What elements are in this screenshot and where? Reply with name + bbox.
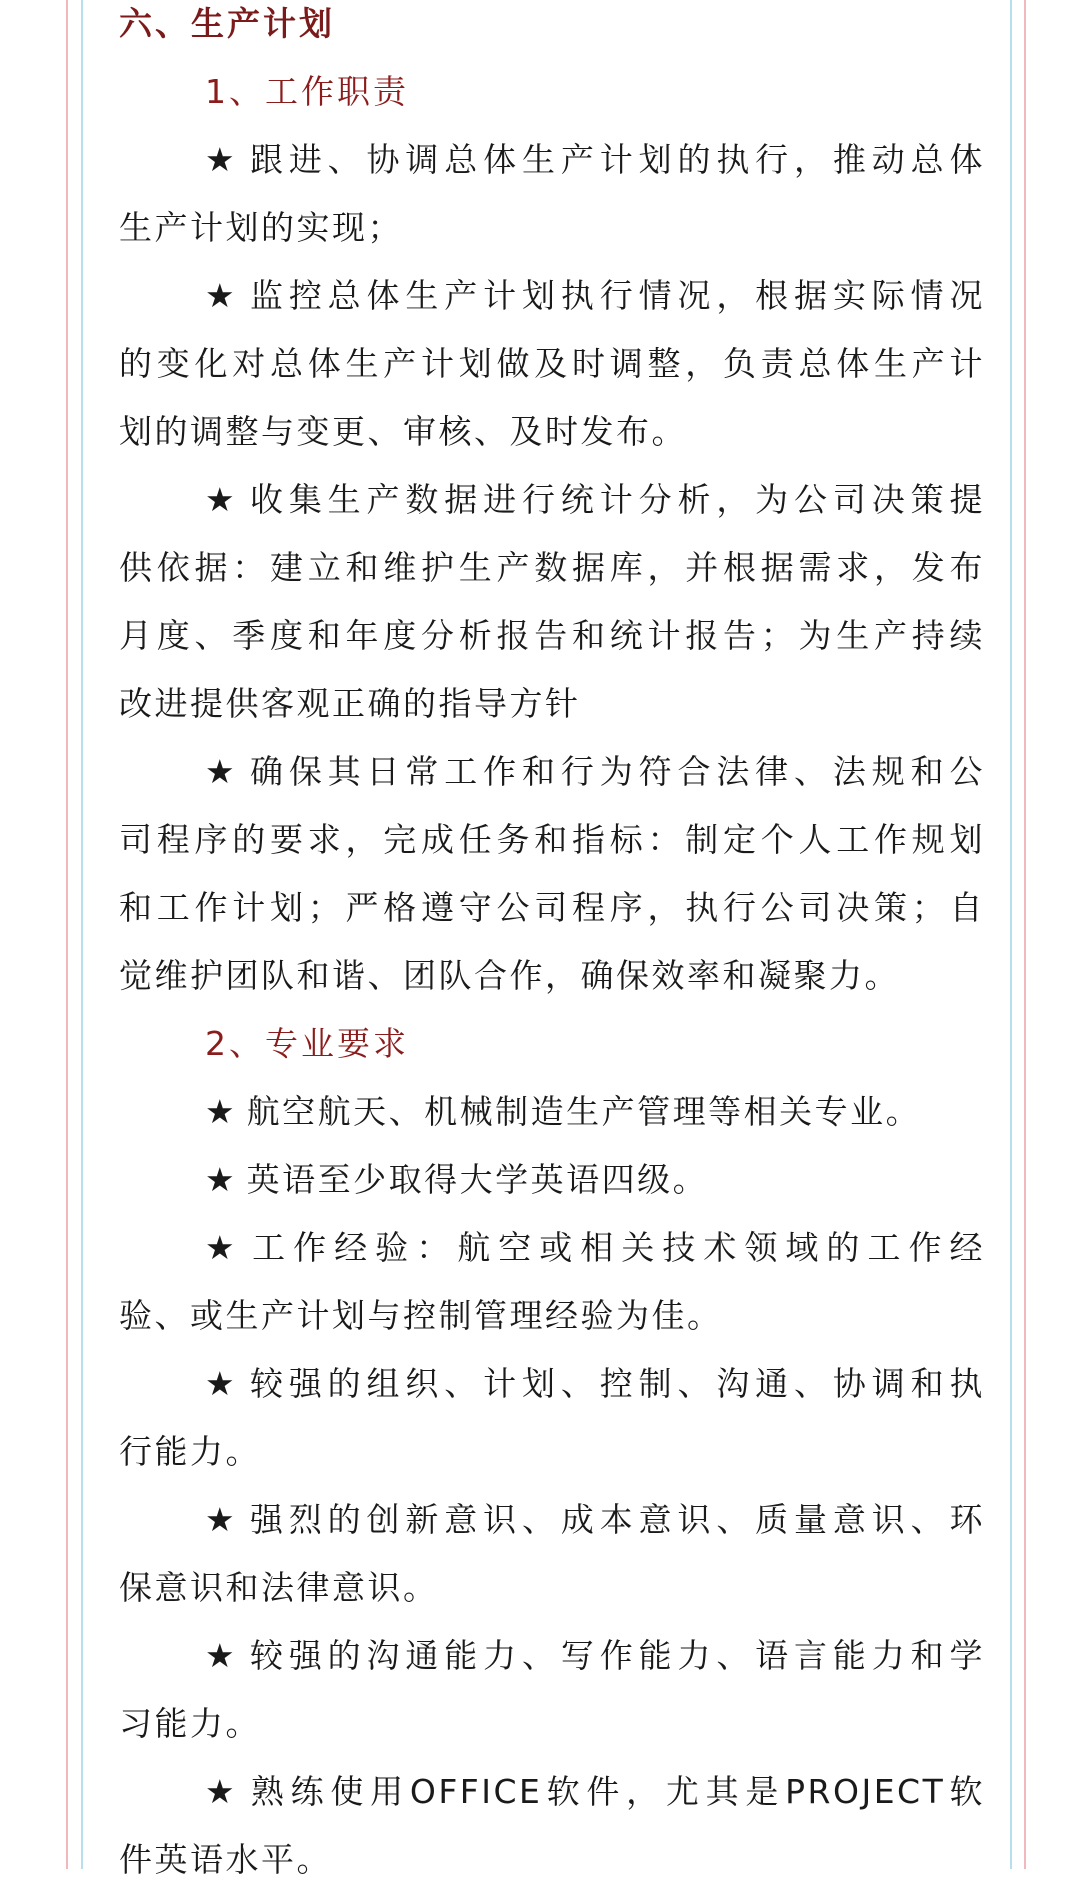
responsibilities-heading: 1、工作职责 — [205, 72, 409, 111]
star-bullet-icon: ★ — [205, 1364, 235, 1403]
responsibility-item-4-line-2: 司程序的要求，完成任务和指标：制定个人工作规划 — [119, 820, 985, 859]
requirement-item-3-line-1: ★ 工作经验：航空或相关技术领域的工作经 — [119, 1214, 985, 1282]
responsibility-item-4-line-4: 觉维护团队和谐、团队合作，确保效率和凝聚力。 — [119, 956, 900, 995]
requirement-item-5-line-2: 保意识和法律意识。 — [119, 1568, 439, 1607]
responsibility-item-2-line-2: 的变化对总体生产计划做及时调整，负责总体生产计 — [119, 344, 985, 383]
requirement-item-5-line-1: ★ 强烈的创新意识、成本意识、质量意识、环 — [119, 1486, 985, 1554]
star-bullet-icon: ★ — [205, 1228, 235, 1267]
requirement-item-7-line-2: 件英语水平。 — [119, 1840, 332, 1879]
responsibility-item-4-line-3: 和工作计划；严格遵守公司程序，执行公司决策；自 — [119, 888, 985, 927]
responsibility-item-3-line-3: 月度、季度和年度分析报告和统计报告；为生产持续 — [119, 616, 985, 655]
star-bullet-icon: ★ — [205, 752, 235, 791]
article-content — [119, 0, 985, 1894]
frame-border-left-outer — [66, 0, 68, 1869]
frame-border-right-outer — [1024, 0, 1026, 1869]
responsibility-item-3-line-4: 改进提供客观正确的指导方针 — [119, 684, 581, 723]
requirement-item-4-line-2: 行能力。 — [119, 1432, 261, 1471]
frame-border-left-inner — [81, 0, 83, 1869]
requirement-item-4-line-1: ★ 较强的组织、计划、控制、沟通、协调和执 — [119, 1350, 985, 1418]
responsibility-item-2-line-1: ★ 监控总体生产计划执行情况，根据实际情况 — [119, 262, 985, 330]
responsibility-item-3-line-1: ★ 收集生产数据进行统计分析，为公司决策提 — [119, 466, 985, 534]
star-bullet-icon: ★ — [205, 480, 235, 519]
requirements-heading: 2、专业要求 — [205, 1024, 409, 1063]
star-bullet-icon: ★ — [205, 140, 235, 179]
requirement-item-2-line-1: ★ 英语至少取得大学英语四级。 — [119, 1146, 985, 1214]
star-bullet-icon: ★ — [205, 1500, 235, 1539]
responsibility-item-1-line-2: 生产计划的实现； — [119, 208, 403, 247]
responsibility-item-2-line-3: 划的调整与变更、审核、及时发布。 — [119, 412, 687, 451]
frame-border-right-inner — [1010, 0, 1012, 1869]
star-bullet-icon: ★ — [205, 1160, 235, 1199]
star-bullet-icon: ★ — [205, 1772, 235, 1811]
requirement-item-6-line-1: ★ 较强的沟通能力、写作能力、语言能力和学 — [119, 1622, 985, 1690]
requirement-item-6-line-2: 习能力。 — [119, 1704, 261, 1743]
requirement-item-3-line-2: 验、或生产计划与控制管理经验为佳。 — [119, 1296, 723, 1335]
requirement-item-7-line-1: ★ 熟练使用OFFICE软件，尤其是PROJECT软 — [119, 1758, 985, 1826]
star-bullet-icon: ★ — [205, 1636, 235, 1675]
section-title: 六、生产计划 — [119, 4, 335, 43]
requirement-item-1-line-1: ★ 航空航天、机械制造生产管理等相关专业。 — [119, 1078, 985, 1146]
responsibility-item-3-line-2: 供依据：建立和维护生产数据库，并根据需求，发布 — [119, 548, 985, 587]
responsibility-item-4-line-1: ★ 确保其日常工作和行为符合法律、法规和公 — [119, 738, 985, 806]
responsibility-item-1-line-1: ★ 跟进、协调总体生产计划的执行，推动总体 — [119, 126, 985, 194]
star-bullet-icon: ★ — [205, 276, 235, 315]
star-bullet-icon: ★ — [205, 1092, 235, 1131]
